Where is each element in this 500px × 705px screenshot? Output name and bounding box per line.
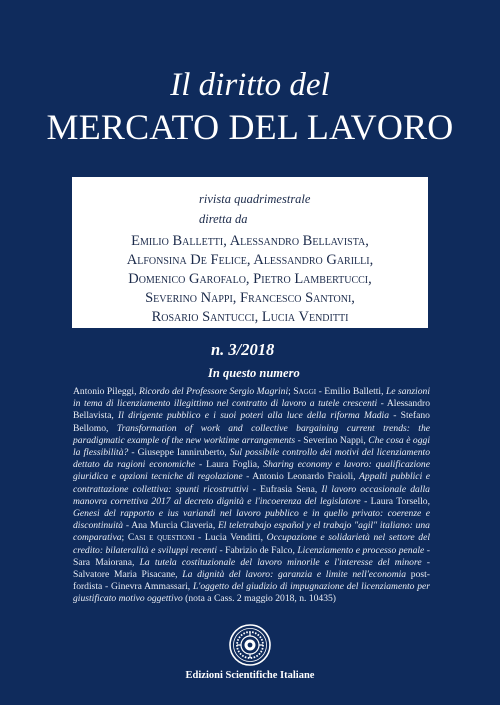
toc-article-title: Le sanzioni in tema di licenziamento illegittimo nel contratto di lavoro a tutele crescenti <box>73 386 430 410</box>
toc-article-title: Sharing economy e lavoro: qualificazione giuridica e opzioni tecniche di regolazione <box>73 459 430 483</box>
toc-text: post-fordista - Ginevra Ammassari, <box>73 569 430 593</box>
publisher-name: Edizioni Scientifiche Italiane <box>185 670 315 681</box>
toc-article-title: Genesi del rapporto e ius variandi nel lavoro pubblico e in quello privato: coerenze e discontinuità <box>73 508 430 532</box>
toc-article-title: Che cosa è oggi la flessibilità? <box>73 434 430 459</box>
toc-article-title: El teletrabajo español y el trabajo "agil" italiano: una comparativa <box>73 520 430 544</box>
toc-article-title: Il lavoro occasionale dalla manovra correttiva 2017 al decreto dignità e l'incoerenza del legislatore <box>73 483 430 507</box>
toc-text: - Giuseppe Ianniruberto, <box>128 447 230 459</box>
toc-text: - Emilio Balletti, <box>316 386 386 397</box>
toc-text: Antonio Pileggi, <box>73 386 139 397</box>
toc-text: - Alessandro Bellavista, <box>73 398 431 422</box>
toc-text: - Laura Torsello, <box>360 495 430 507</box>
toc-text: ; <box>121 532 128 544</box>
toc-text: - Fabrizio de Falco, <box>217 544 298 556</box>
toc-article-title: Licenziamento e processo penale <box>297 544 425 556</box>
in-this-issue-heading: In questo numero <box>208 366 300 380</box>
toc-article-title: Il dirigente pubblico e i suoi poteri alla luce della riforma Madia <box>118 410 389 422</box>
editors-line: Emilio Balletti, Alessandro Bellavista, <box>131 233 369 249</box>
directed-by-label: diretta da <box>199 212 248 226</box>
issue-number: n. 3/2018 <box>211 340 275 359</box>
toc-text: ; <box>288 386 294 397</box>
editors-line: Alfonsina De Felice, Alessandro Garilli, <box>126 252 374 268</box>
journal-title-line2: MERCATO DEL LAVORO <box>46 107 454 147</box>
toc-article-title: Sul possibile controllo dei motivi del licenziamento dettato da ragioni economiche <box>73 447 430 471</box>
toc-text: - Lucia Venditti, <box>194 532 267 544</box>
editors-list <box>80 232 420 327</box>
journal-title-line1: Il diritto del <box>170 67 330 103</box>
toc-article-title: Occupazione e solidarietà nel settore del credito: bilateralità e sviluppi recenti <box>73 532 430 556</box>
toc-section-heading: Casi e questioni <box>127 532 195 544</box>
editors-line: Severino Nappi, Francesco Santoni, <box>145 290 355 306</box>
toc-article-title: Appalti pubblici e contrattazione collettiva: spunti ricostruttivi <box>73 471 431 495</box>
toc-text: - Antonio Leonardo Fraioli, <box>242 471 360 483</box>
toc-text: - Eufrasia Sena, <box>248 483 322 495</box>
toc-text: - Sara Maiorana, <box>73 544 431 568</box>
toc-text: - Severino Nappi, <box>295 434 369 446</box>
table-of-contents <box>73 386 430 606</box>
toc-article-title: Ricordo del Professore Sergio Magrini <box>138 386 289 397</box>
toc-text: (nota a Cass. 2 maggio 2018, n. 10435) <box>182 593 336 605</box>
toc-section-heading: Saggi <box>293 386 317 397</box>
toc-text: - Salvatore Maria Pisacane, <box>73 556 430 581</box>
toc-article-title: La tutela costituzionale del lavoro minorile e l'interesse del minore <box>139 556 422 568</box>
frequency-label: rivista quadrimestrale <box>199 192 311 206</box>
toc-text: - Stefano Bellomo, <box>73 410 430 434</box>
toc-article-title: Transformation of work and collective bargaining current trends: the paradigmatic example of the new worktime arrangements <box>73 422 431 446</box>
masthead-panel <box>72 177 428 328</box>
toc-text: - Laura Foglia, <box>195 459 264 471</box>
toc-article-title: L'oggetto del giudizio di impugnazione del licenziamento per giustificato motivo oggettivo <box>73 581 431 605</box>
editors-line: Domenico Garofalo, Pietro Lambertucci, <box>128 271 372 287</box>
editors-line: Rosario Santucci, Lucia Venditti <box>151 309 349 325</box>
publisher-emblem-icon <box>228 623 272 667</box>
toc-text: - Ana Murcia Claveria, <box>123 520 218 532</box>
toc-article-title: La dignità del lavoro: garanzia e limite nell'economia <box>182 569 407 581</box>
